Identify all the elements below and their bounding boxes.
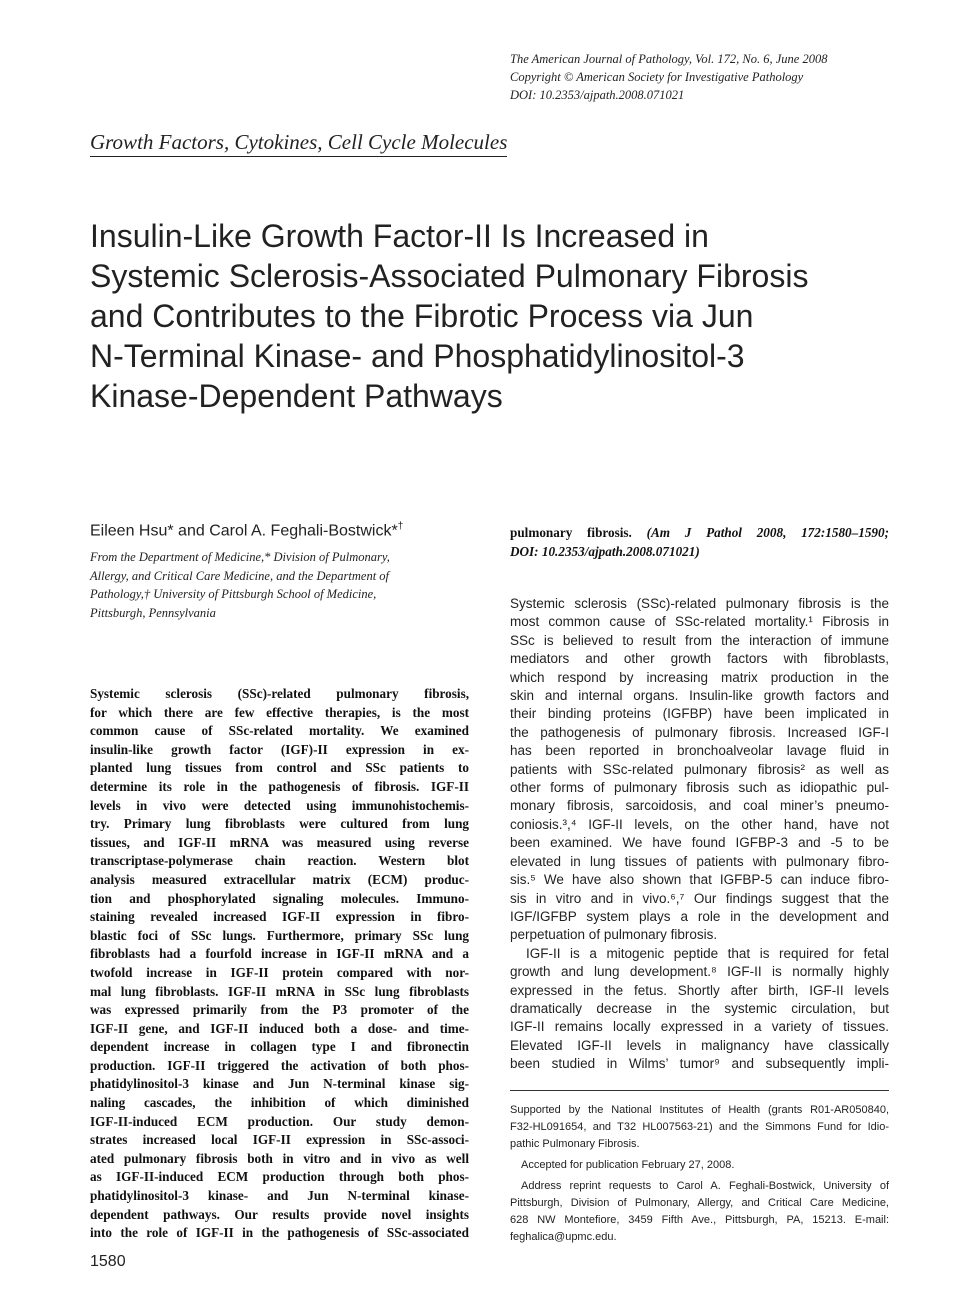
intro-line: elevated in lung tissues of patients with pulmonary fibro- <box>510 853 889 869</box>
abstract-line: tissues, and IGF-II mRNA was measured using reverse <box>90 834 469 850</box>
abstract-line: levels in vivo were detected using immunohistochemis- <box>90 797 469 813</box>
article-title <box>90 216 880 416</box>
abstract-line: production. IGF-II triggered the activation of both phos- <box>90 1057 469 1073</box>
intro-line: perpetuation of pulmonary fibrosis. <box>510 927 718 943</box>
abstract-line: for which there are few effective therapies, is the most <box>90 704 469 720</box>
abstract-line: strates increased local IGF-II expression in SSc-associ- <box>90 1132 469 1148</box>
intro-line: growth and lung development.⁸ IGF-II is normally highly <box>510 964 889 980</box>
author-names: Eileen Hsu* and Carol A. Feghali-Bostwick* <box>90 522 398 540</box>
journal-header <box>510 50 930 104</box>
intro-line: other forms of pulmonary fibrosis such as idiopathic pul- <box>510 780 889 796</box>
intro-line: expressed in the fetus. Shortly after birth, IGF-II levels <box>510 982 889 998</box>
abstract-line: was expressed primarily from the P3 promoter of the <box>90 1002 469 1018</box>
intro-line: monary fibrosis, sarcoidosis, and coal miner’s pneumo- <box>510 798 889 814</box>
title-line: N-Terminal Kinase- and Phosphatidylinositol-3 <box>90 338 745 374</box>
citation-line <box>510 543 889 562</box>
abstract-end-text: pulmonary fibrosis. <box>510 525 632 540</box>
page-number: 1580 <box>90 1253 126 1270</box>
abstract-line: analysis measured extracellular matrix (ECM) produc- <box>90 871 469 887</box>
funding-line: F32-HL091654, and T32 HL007563-21) and the Simmons Fund for Idio- <box>510 1121 889 1133</box>
intro-line: sis.⁵ We have also shown that IGFBP-5 can induce fibro- <box>510 872 889 888</box>
intro-line: which respond by increasing matrix production in the <box>510 669 889 685</box>
journal-citation: The American Journal of Pathology, Vol. 172, No. 6, June 2008 <box>510 52 828 66</box>
affiliation <box>90 548 460 622</box>
intro-line: skin and internal organs. Insulin-like growth factors and <box>510 688 889 704</box>
intro-line: most common cause of SSc-related mortality.¹ Fibrosis in <box>510 614 889 630</box>
abstract-line: planted lung tissues from control and SSc patients to <box>90 760 469 776</box>
title-line: Insulin-Like Growth Factor-II Is Increased in <box>90 218 709 254</box>
funding-line: Supported by the National Institutes of Health (grants R01-AR050840, <box>510 1104 889 1116</box>
intro-line: dramatically decrease in the systemic circulation, but <box>510 1000 889 1016</box>
intro-line: been studied in Wilms’ tumor⁹ and subsequently impli- <box>510 1056 889 1072</box>
reprint-line: Address reprint requests to Carol A. Feghali-Bostwick, University of <box>521 1180 889 1192</box>
abstract-line: phatidylinositol-3 kinase- and Jun N-terminal kinase- <box>90 1188 469 1204</box>
abstract-line: dependent increase in collagen type I and fibronectin <box>90 1039 469 1055</box>
abstract-line: ated pulmonary fibrosis both in vitro and in vivo as well <box>90 1150 469 1166</box>
section-heading: Growth Factors, Cytokines, Cell Cycle Molecules <box>90 130 507 157</box>
abstract-line: fibroblasts had a fourfold increase in IGF-II mRNA and a <box>90 946 469 962</box>
intro-line: Elevated IGF-II levels in malignancy have classically <box>510 1037 889 1053</box>
abstract-line: twofold increase in IGF-II protein compared with nor- <box>90 964 469 980</box>
article-citation <box>510 524 889 561</box>
author-affiliation-mark: † <box>397 521 404 532</box>
intro-line: IGF-II remains locally expressed in a variety of tissues. <box>510 1019 889 1035</box>
intro-line: has been reported in bronchoalveolar lavage fluid in <box>510 743 889 759</box>
doi-line: DOI: 10.2353/ajpath.2008.071021 <box>510 88 685 102</box>
intro-line: mediators and other growth factors with fibroblasts, <box>510 651 889 667</box>
title-line: and Contributes to the Fibrotic Process via Jun <box>90 298 754 334</box>
intro-line: IGF/IGFBP system plays a role in the development and <box>510 908 889 924</box>
funding-line: pathic Pulmonary Fibrosis. <box>510 1138 640 1150</box>
introduction-text <box>510 595 889 1074</box>
abstract-line: IGF-II-induced ECM production. Our study demon- <box>90 1113 469 1129</box>
abstract-line: naling cascades, the inhibition of which diminished <box>90 1095 469 1111</box>
intro-line: IGF-II is a mitogenic peptide that is required for fetal <box>526 945 889 961</box>
abstract-line: determine its role in the pathogenesis of fibrosis. IGF-II <box>90 778 469 794</box>
abstract-line: staining revealed increased IGF-II expression in fibro- <box>90 909 469 925</box>
author-list <box>90 521 403 540</box>
affiliation-line: Allergy, and Critical Care Medicine, and the Department of <box>90 568 390 583</box>
title-line: Systemic Sclerosis-Associated Pulmonary Fibrosis <box>90 258 809 294</box>
intro-line: their binding proteins (IGFBP) have been implicated in <box>510 706 889 722</box>
abstract-line: blastic foci of SSc lungs. Furthermore, primary SSc lung <box>90 927 469 943</box>
abstract-line: transcriptase-polymerase chain reaction. Western blot <box>90 853 469 869</box>
intro-line: SSc is believed to result from the interaction of immune <box>510 632 889 648</box>
reprint-line: Pittsburgh, Division of Pulmonary, Allergy, and Critical Care Medicine, <box>510 1197 889 1209</box>
abstract-line: try. Primary lung fibroblasts were cultured from lung <box>90 816 469 832</box>
citation-reference: (Am J Pathol 2008, 172:1580–1590; <box>646 525 889 540</box>
intro-line: coniosis.³,⁴ IGF-II levels, on the other hand, have not <box>510 816 889 832</box>
abstract-line: common cause of SSc-related mortality. We examined <box>90 723 469 739</box>
intro-line: Systemic sclerosis (SSc)-related pulmonary fibrosis is the <box>510 596 889 611</box>
intro-line: been examined. We have found IGFBP-3 and -5 to be <box>510 835 889 851</box>
affiliation-line: From the Department of Medicine,* Division of Pulmonary, <box>90 550 390 564</box>
abstract-line: into the role of IGF-II in the pathogenesis of SSc-associated <box>90 1225 469 1241</box>
accepted-date: Accepted for publication February 27, 2008. <box>521 1159 735 1171</box>
abstract-line: as IGF-II-induced ECM production through both phos- <box>90 1169 469 1185</box>
footnotes <box>510 1102 889 1246</box>
reprint-line: 628 NW Montefiore, 3459 Fifth Ave., Pittsburgh, PA, 15213. E-mail: <box>510 1214 889 1226</box>
reprint-email[interactable]: feghalica@upmc.edu. <box>510 1231 617 1243</box>
title-line: Kinase-Dependent Pathways <box>90 378 503 414</box>
abstract-line: dependent pathways. Our results provide novel insights <box>90 1206 469 1222</box>
abstract-line: tion and phosphorylated signaling molecules. Immuno- <box>90 890 469 906</box>
citation-line <box>510 524 889 543</box>
abstract-line: Systemic sclerosis (SSc)-related pulmonary fibrosis, <box>90 686 469 701</box>
citation-doi: DOI: 10.2353/ajpath.2008.071021) <box>510 543 700 559</box>
intro-line: the pathogenesis of pulmonary fibrosis. Increased IGF-I <box>510 724 889 740</box>
abstract-line: mal lung fibroblasts. IGF-II mRNA in SSc lung fibroblasts <box>90 983 469 999</box>
intro-line: sis in vitro and in vivo.⁶,⁷ Our findings suggest that the <box>510 890 889 906</box>
copyright-line: Copyright © American Society for Investigative Pathology <box>510 70 804 84</box>
affiliation-line: Pittsburgh, Pennsylvania <box>90 605 216 620</box>
abstract-line: IGF-II gene, and IGF-II induced both a dose- and time- <box>90 1020 469 1036</box>
abstract-line: insulin-like growth factor (IGF)-II expression in ex- <box>90 741 469 757</box>
footnote-divider <box>510 1090 889 1091</box>
affiliation-line: Pathology,† University of Pittsburgh School of Medicine, <box>90 587 377 601</box>
intro-line: patients with SSc-related pulmonary fibrosis² as well as <box>510 761 889 777</box>
abstract-line: phatidylinositol-3 kinase and Jun N-terminal kinase sig- <box>90 1076 469 1092</box>
abstract <box>90 685 469 1243</box>
